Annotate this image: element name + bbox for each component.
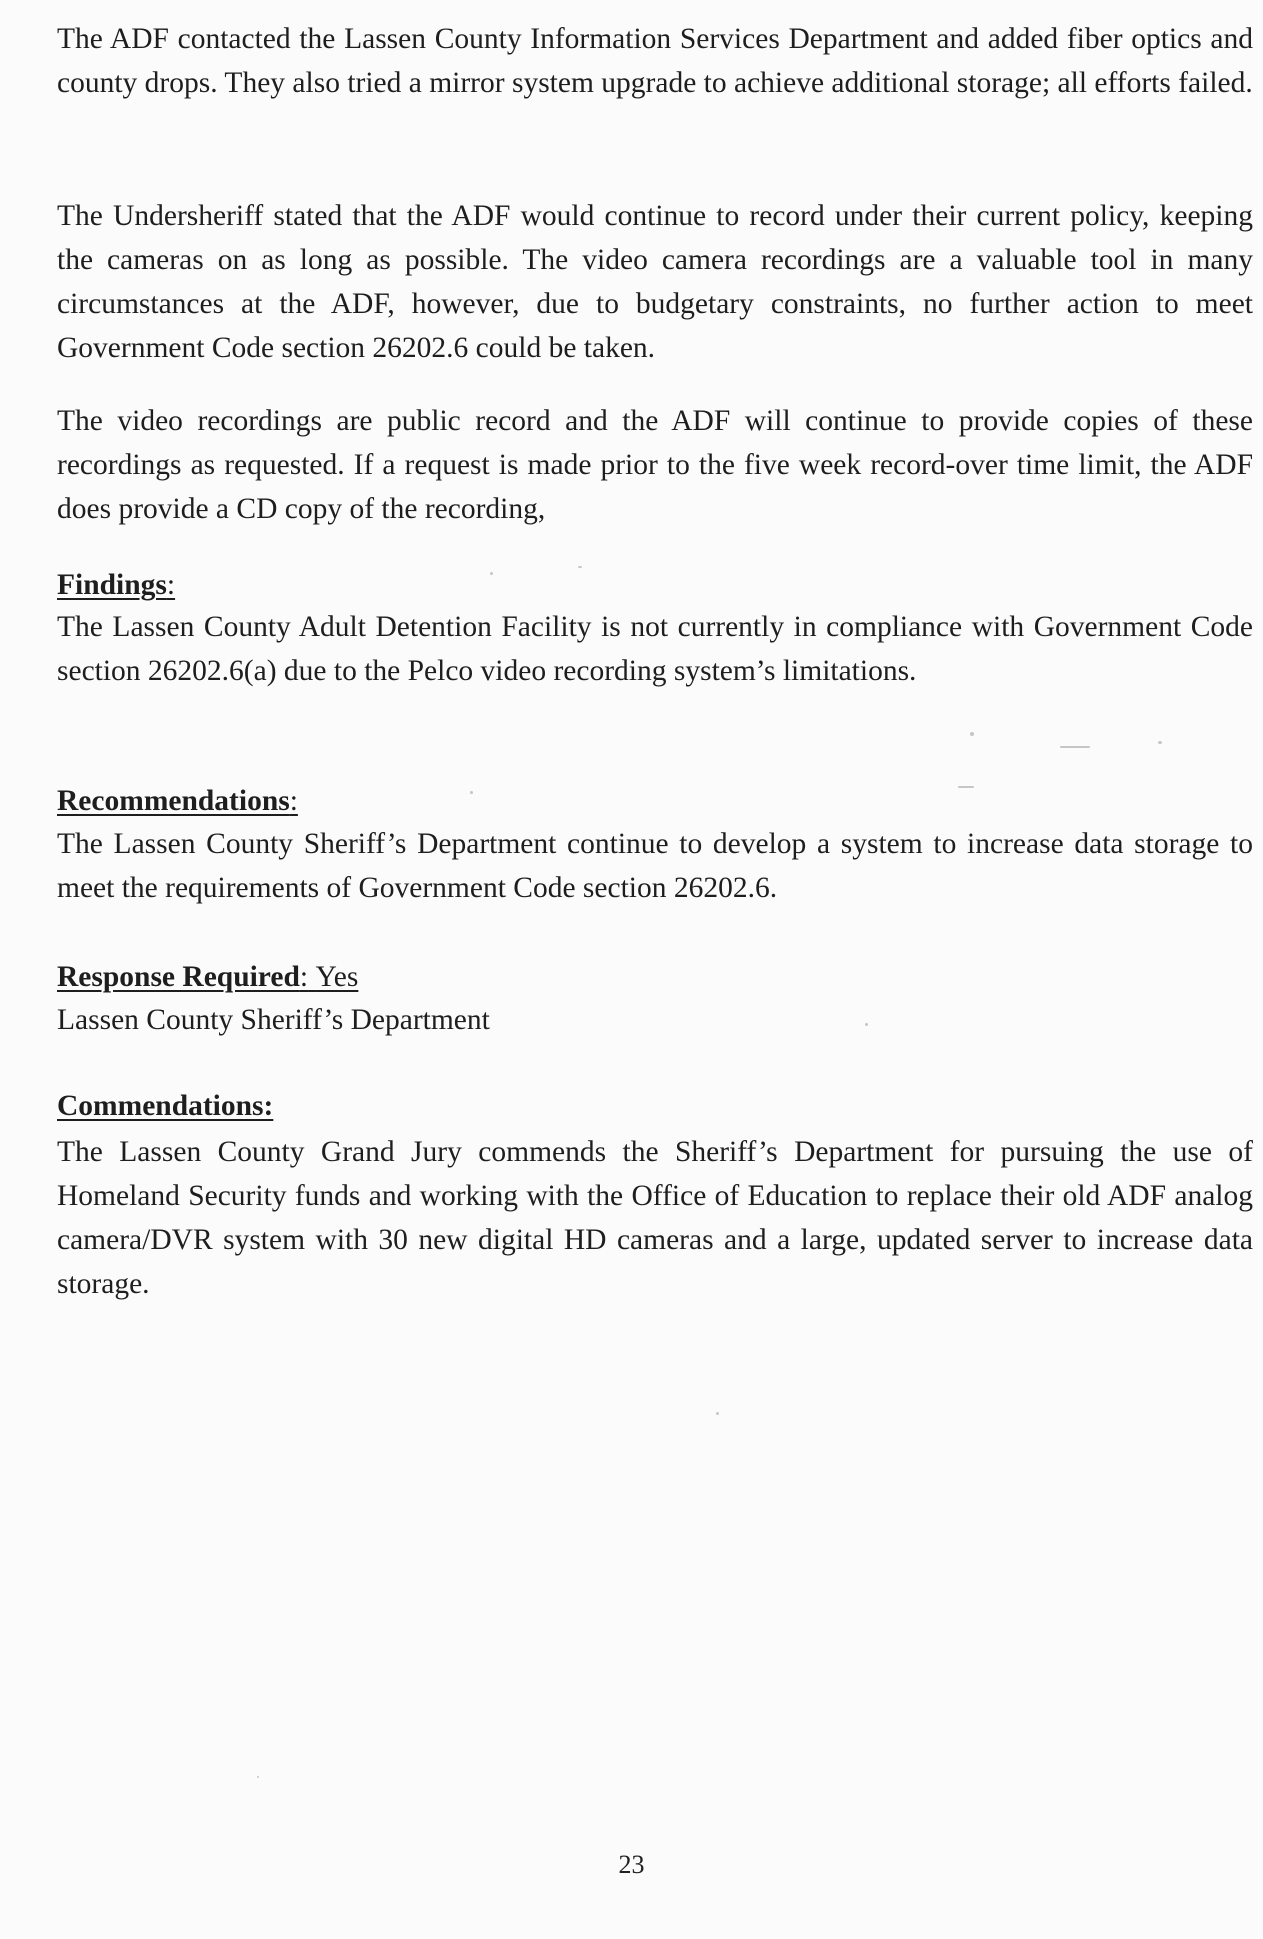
scan-speck <box>1158 741 1162 744</box>
recommendations-text: The Lassen County Sheriff’s Department continue to develop a system to increase data storage to meet the requirements of Government Code section 26202.6. <box>57 828 1253 904</box>
recommendations-heading-colon: : <box>289 785 298 817</box>
findings-text: The Lassen County Adult Detention Facility is not currently in compliance with Government Code section 26202.6(a) due to the Pelco video recording system’s limitations. <box>57 611 1253 687</box>
scan-speck <box>470 791 473 794</box>
response-required-heading-colon: : <box>299 961 309 993</box>
response-required-heading <box>57 955 358 999</box>
findings-heading <box>57 563 175 607</box>
scan-speck <box>970 732 974 736</box>
commendations-heading-label: Commendations: <box>57 1090 274 1122</box>
response-required-heading-label: Response Required <box>57 961 300 993</box>
paragraph-public-record: The video recordings are public record and the ADF will continue to provide copies of these recordings as requested. If a request is made prior to the five week record-over time limit, the ADF does provide a CD copy of the recording, <box>57 405 1253 525</box>
recommendations-heading-label: Recommendations <box>57 785 290 817</box>
page-number: 23 <box>618 1850 645 1879</box>
commendations-text: The Lassen County Grand Jury commends the Sheriff’s Department for pursuing the use of Homeland Security funds and working with the Office of Education to replace their old ADF analog camera/DVR system with 30 new digital HD cameras and a large, updated server to increase data storage. <box>57 1136 1253 1300</box>
paragraph-adf-contact: The ADF contacted the Lassen County Information Services Department and added fiber optics and county drops. They also tried a mirror system upgrade to achieve additional storage; all efforts failed. <box>57 23 1253 99</box>
scan-speck <box>1060 746 1090 748</box>
response-required-value: Yes <box>315 961 359 993</box>
scan-speck <box>865 1023 868 1026</box>
scan-speck <box>490 572 493 575</box>
paragraph-undersheriff-statement: The Undersheriff stated that the ADF would continue to record under their current policy, keeping the cameras on as long as possible. The video camera recordings are a valuable tool in many circumstances at the ADF, however, due to budgetary constraints, no further action to meet Government Code section 26202.6 could be taken. <box>57 200 1253 364</box>
scan-speck <box>958 786 974 788</box>
findings-heading-label: Findings <box>57 569 167 601</box>
commendations-heading <box>57 1084 273 1128</box>
response-required-entity: Lassen County Sheriff’s Department <box>57 1004 490 1036</box>
findings-heading-colon: : <box>166 569 176 601</box>
recommendations-heading <box>57 779 298 823</box>
scan-speck <box>257 1776 259 1778</box>
scan-speck <box>578 566 582 568</box>
scan-speck <box>716 1412 719 1415</box>
